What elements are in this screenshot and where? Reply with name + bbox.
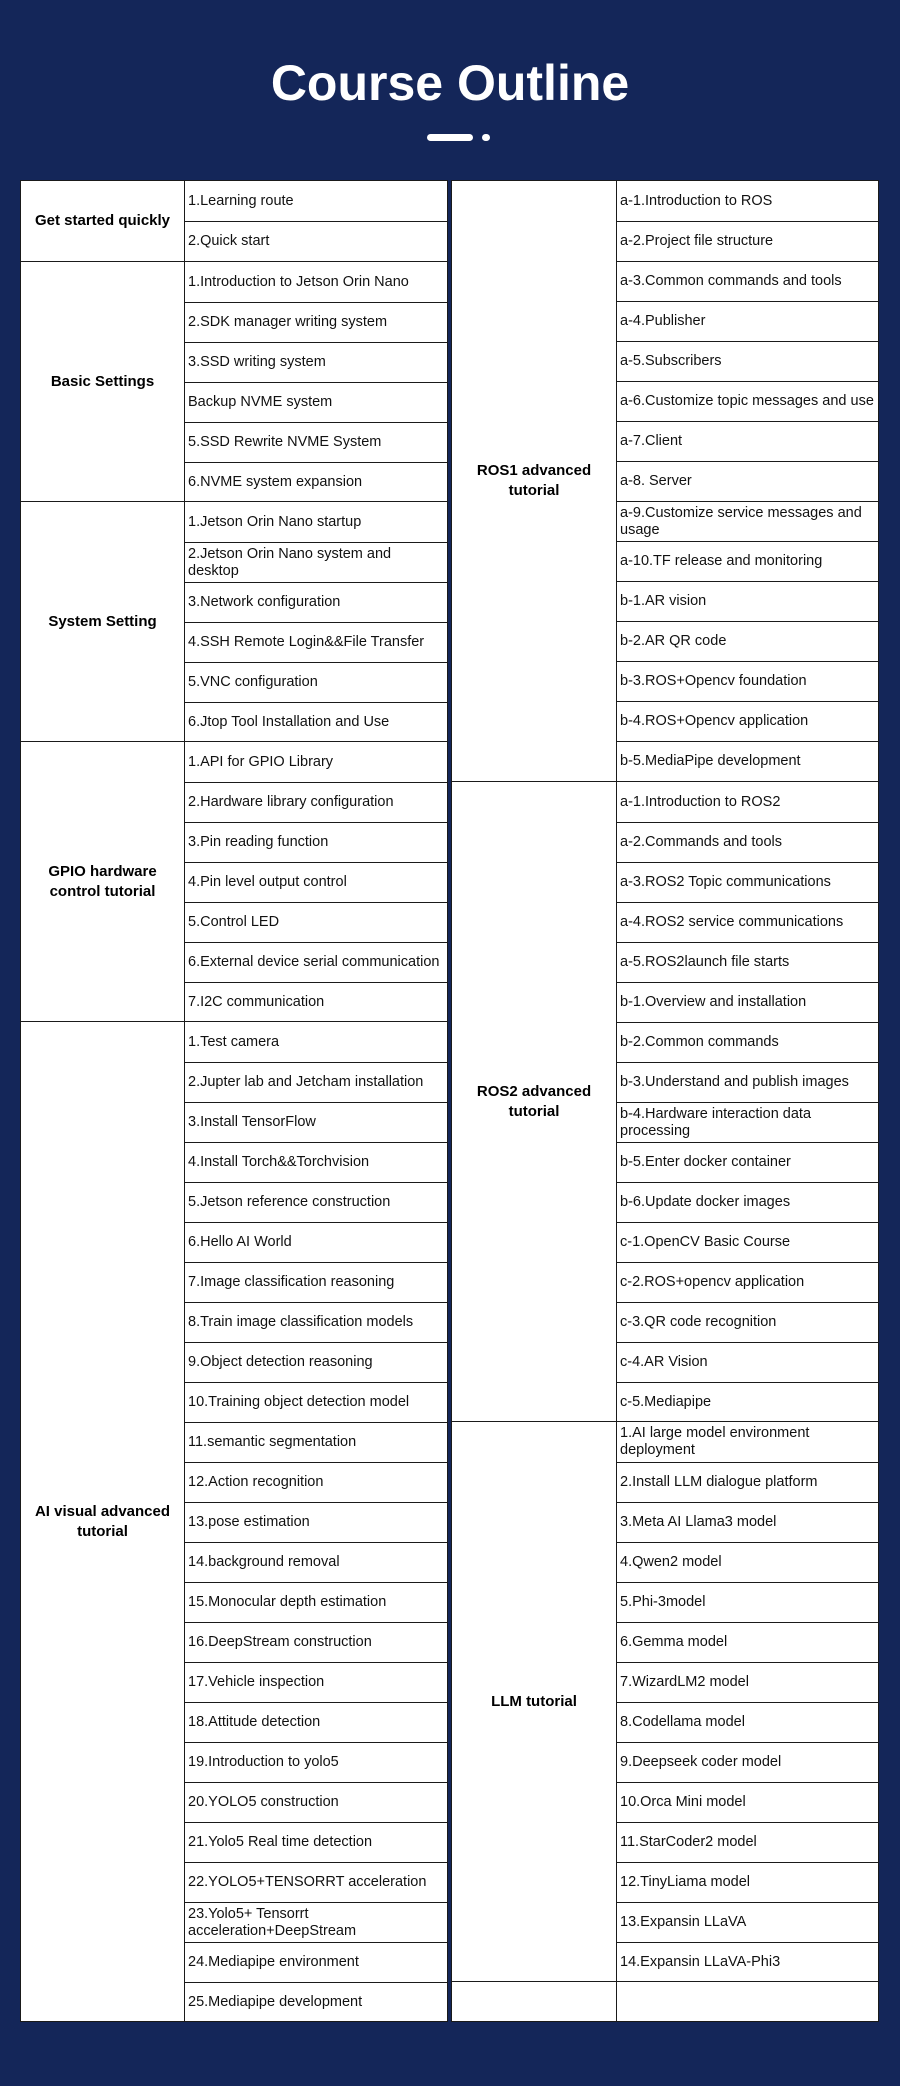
title-underline-dash <box>427 134 473 141</box>
lesson-item: 23.Yolo5+ Tensorrt acceleration+DeepStream <box>185 1902 447 1942</box>
left-course-table <box>20 180 448 2022</box>
section-title <box>452 1982 617 2022</box>
lesson-item: 13.pose estimation <box>185 1502 447 1542</box>
lesson-item: 1.API for GPIO Library <box>188 753 334 770</box>
lesson-item: b-6.Update docker images <box>617 1182 878 1222</box>
lesson-item: b-3.Understand and publish images <box>617 1062 878 1102</box>
lesson-item: 2.Install LLM dialogue platform <box>617 1462 878 1502</box>
lesson-item: 2.Jupter lab and Jetcham installation <box>185 1062 447 1102</box>
lesson-item: 12.Action recognition <box>185 1462 447 1502</box>
lesson-item: 4.Pin level output control <box>185 862 447 902</box>
lesson-item: b-1.Overview and installation <box>617 982 878 1022</box>
lesson-item: a-9.Customize service messages and usage <box>617 501 878 541</box>
lesson-item: 15.Monocular depth estimation <box>185 1582 447 1622</box>
lesson-item: a-1.Introduction to ROS2 <box>620 793 781 810</box>
course-section <box>21 181 447 261</box>
lesson-item: 8.Codellama model <box>617 1702 878 1742</box>
lesson-item: 20.YOLO5 construction <box>185 1782 447 1822</box>
lesson-item: 1.Learning route <box>188 192 294 209</box>
lesson-item: a-6.Customize topic messages and use <box>617 381 878 421</box>
lesson-item <box>617 1982 878 2022</box>
lesson-item: b-5.Enter docker container <box>617 1142 878 1182</box>
lesson-item: 19.Introduction to yolo5 <box>185 1742 447 1782</box>
section-items <box>617 181 878 781</box>
lesson-item: 14.Expansin LLaVA-Phi3 <box>617 1942 878 1982</box>
lesson-item: 10.Training object detection model <box>185 1382 447 1422</box>
section-title: ROS1 advanced tutorial <box>452 181 617 781</box>
lesson-item: 8.Train image classification models <box>185 1302 447 1342</box>
lesson-item: a-1.Introduction to ROS <box>620 192 773 209</box>
course-section <box>452 781 878 1422</box>
course-section <box>21 501 447 742</box>
section-title: GPIO hardware control tutorial <box>21 742 185 1022</box>
lesson-item: c-4.AR Vision <box>617 1342 878 1382</box>
lesson-item: a-3.Common commands and tools <box>617 261 878 301</box>
lesson-item: c-1.OpenCV Basic Course <box>617 1222 878 1262</box>
section-items <box>185 262 447 502</box>
course-section <box>452 1981 878 2022</box>
lesson-item: 1.Introduction to Jetson Orin Nano <box>188 273 409 290</box>
section-title: System Setting <box>21 502 185 742</box>
lesson-item: b-4.Hardware interaction data processing <box>617 1102 878 1142</box>
lesson-item: b-1.AR vision <box>617 581 878 621</box>
page-title: Course Outline <box>270 55 630 111</box>
lesson-item: 3.Network configuration <box>185 582 447 622</box>
section-title: LLM tutorial <box>452 1422 617 1982</box>
lesson-item: a-2.Project file structure <box>617 221 878 261</box>
lesson-item: c-2.ROS+opencv application <box>617 1262 878 1302</box>
lesson-item: b-2.Common commands <box>617 1022 878 1062</box>
lesson-item: b-4.ROS+Opencv application <box>617 701 878 741</box>
lesson-item: 6.Hello AI World <box>185 1222 447 1262</box>
lesson-item: a-2.Commands and tools <box>617 822 878 862</box>
lesson-item: 2.Hardware library configuration <box>185 782 447 822</box>
lesson-item: 3.Meta AI Llama3 model <box>617 1502 878 1542</box>
lesson-item: c-5.Mediapipe <box>617 1382 878 1422</box>
lesson-item: 6.External device serial communication <box>185 942 447 982</box>
section-items <box>185 742 447 1022</box>
lesson-item: 3.Install TensorFlow <box>185 1102 447 1142</box>
section-items <box>617 782 878 1422</box>
lesson-item: 1.Test camera <box>188 1033 280 1050</box>
section-items <box>617 1982 878 2022</box>
section-title: AI visual advanced tutorial <box>21 1022 185 2022</box>
section-title: Get started quickly <box>21 181 185 261</box>
course-section <box>21 261 447 502</box>
lesson-item: 7.Image classification reasoning <box>185 1262 447 1302</box>
lesson-item: 2.Quick start <box>185 221 447 261</box>
lesson-item: a-5.ROS2launch file starts <box>617 942 878 982</box>
lesson-item: b-2.AR QR code <box>617 621 878 661</box>
lesson-item: 9.Deepseek coder model <box>617 1742 878 1782</box>
lesson-item: 5.Control LED <box>185 902 447 942</box>
lesson-item: 7.I2C communication <box>185 982 447 1022</box>
lesson-item: b-3.ROS+Opencv foundation <box>617 661 878 701</box>
lesson-item: 2.SDK manager writing system <box>185 302 447 342</box>
lesson-item: 10.Orca Mini model <box>617 1782 878 1822</box>
lesson-item: 3.SSD writing system <box>185 342 447 382</box>
course-section <box>452 1421 878 1982</box>
lesson-item: 7.WizardLM2 model <box>617 1662 878 1702</box>
lesson-item: a-4.ROS2 service communications <box>617 902 878 942</box>
lesson-item: 6.NVME system expansion <box>185 462 447 502</box>
lesson-item: 21.Yolo5 Real time detection <box>185 1822 447 1862</box>
course-section <box>21 1021 447 2022</box>
lesson-item: a-10.TF release and monitoring <box>617 541 878 581</box>
course-section <box>21 741 447 1022</box>
lesson-item: 12.TinyLiama model <box>617 1862 878 1902</box>
section-items <box>617 1422 878 1982</box>
lesson-item: 5.Phi-3model <box>617 1582 878 1622</box>
lesson-item: b-5.MediaPipe development <box>617 741 878 781</box>
lesson-item: 3.Pin reading function <box>185 822 447 862</box>
lesson-item: 6.Jtop Tool Installation and Use <box>185 702 447 742</box>
lesson-item: 11.semantic segmentation <box>185 1422 447 1462</box>
lesson-item: a-7.Client <box>617 421 878 461</box>
lesson-item: 5.Jetson reference construction <box>185 1182 447 1222</box>
lesson-item: 5.VNC configuration <box>185 662 447 702</box>
lesson-item: 9.Object detection reasoning <box>185 1342 447 1382</box>
lesson-item: 11.StarCoder2 model <box>617 1822 878 1862</box>
lesson-item: a-3.ROS2 Topic communications <box>617 862 878 902</box>
lesson-item: 1.Jetson Orin Nano startup <box>188 513 362 530</box>
course-section <box>452 181 878 781</box>
section-title: Basic Settings <box>21 262 185 502</box>
right-course-table <box>451 180 879 2022</box>
lesson-item: 16.DeepStream construction <box>185 1622 447 1662</box>
lesson-item: 24.Mediapipe environment <box>185 1942 447 1982</box>
lesson-item: 18.Attitude detection <box>185 1702 447 1742</box>
lesson-item: 17.Vehicle inspection <box>185 1662 447 1702</box>
lesson-item: a-4.Publisher <box>617 301 878 341</box>
lesson-item: 22.YOLO5+TENSORRT acceleration <box>185 1862 447 1902</box>
lesson-item: 13.Expansin LLaVA <box>617 1902 878 1942</box>
section-items <box>185 1022 447 2022</box>
lesson-item: 25.Mediapipe development <box>185 1982 447 2022</box>
lesson-item: a-5.Subscribers <box>617 341 878 381</box>
lesson-item: 5.SSD Rewrite NVME System <box>185 422 447 462</box>
section-title: ROS2 advanced tutorial <box>452 782 617 1422</box>
lesson-item: 4.Install Torch&&Torchvision <box>185 1142 447 1182</box>
lesson-item: 6.Gemma model <box>617 1622 878 1662</box>
lesson-item: a-8. Server <box>617 461 878 501</box>
section-items <box>185 502 447 742</box>
lesson-item: c-3.QR code recognition <box>617 1302 878 1342</box>
lesson-item: 1.AI large model environment deployment <box>620 1425 810 1458</box>
lesson-item: Backup NVME system <box>185 382 447 422</box>
section-items <box>185 181 447 261</box>
lesson-item: 4.SSH Remote Login&&File Transfer <box>185 622 447 662</box>
lesson-item: 2.Jetson Orin Nano system and desktop <box>185 542 447 582</box>
lesson-item: 4.Qwen2 model <box>617 1542 878 1582</box>
lesson-item: 14.background removal <box>185 1542 447 1582</box>
title-underline-dot <box>482 134 490 141</box>
